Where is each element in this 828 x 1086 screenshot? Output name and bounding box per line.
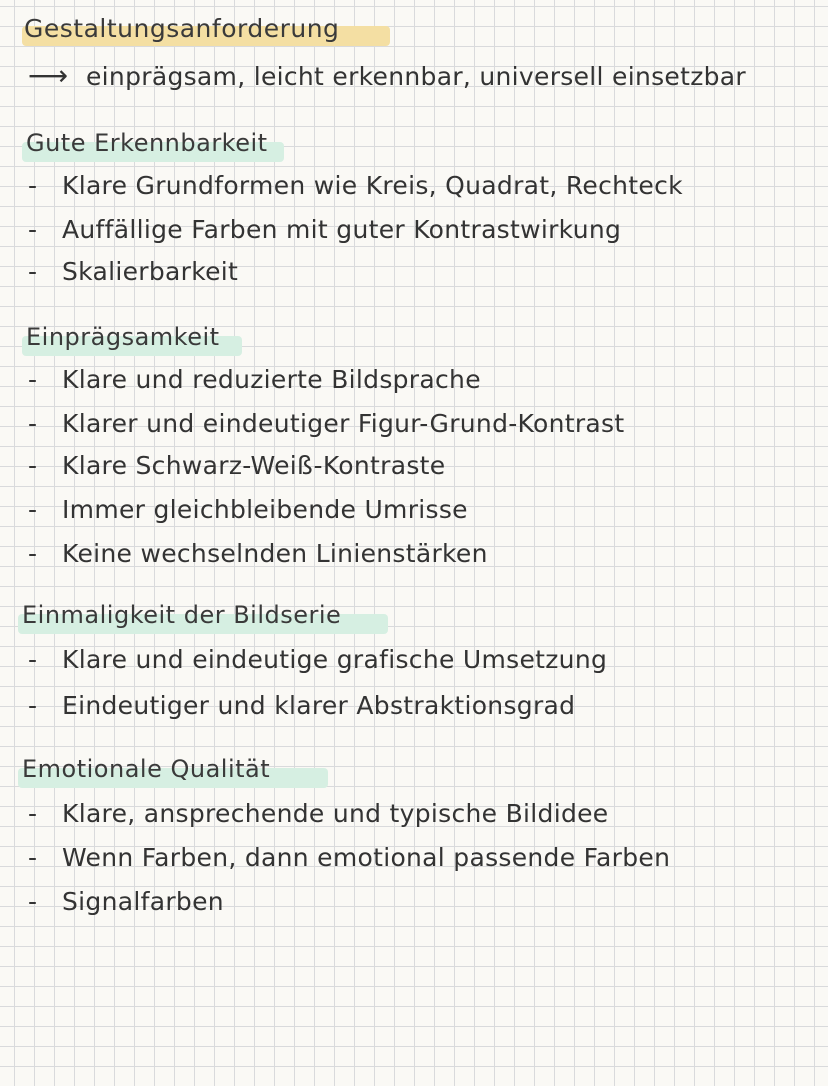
section-heading: Emotionale Qualität (22, 755, 271, 783)
list-item-text: Skalierbarkeit (62, 257, 239, 286)
list-item-text: Eindeutiger und klarer Abstraktionsgrad (62, 691, 576, 720)
list-item (28, 690, 575, 722)
list-item-text: Immer gleichbleibende Umrisse (62, 495, 468, 524)
bullet-dash: - (28, 843, 38, 872)
list-item-text: Wenn Farben, dann emotional passende Farben (62, 843, 671, 872)
bullet-dash: - (28, 215, 38, 244)
bullet-dash: - (28, 495, 38, 524)
list-item-text: Klarer und eindeutiger Figur-Grund-Kontrast (62, 409, 625, 438)
list-item (28, 450, 445, 482)
list-item (28, 170, 683, 202)
list-item (28, 644, 607, 676)
list-item-text: Klare Schwarz-Weiß-Kontraste (62, 451, 446, 480)
bullet-dash: - (28, 365, 38, 394)
list-item (28, 364, 481, 396)
list-item (28, 886, 224, 918)
bullet-dash: - (28, 691, 38, 720)
bullet-dash: - (28, 645, 38, 674)
bullet-dash: - (28, 451, 38, 480)
subtitle-line (28, 60, 746, 93)
list-item-text: Signalfarben (62, 887, 224, 916)
bullet-dash: - (28, 409, 38, 438)
bullet-dash: - (28, 539, 38, 568)
bullet-dash: - (28, 257, 38, 286)
bullet-dash: - (28, 887, 38, 916)
list-item (28, 494, 468, 526)
bullet-dash: - (28, 171, 38, 200)
section-heading: Gute Erkennbarkeit (26, 129, 268, 157)
list-item-text: Klare Grundformen wie Kreis, Quadrat, Rechteck (62, 171, 683, 200)
list-item (28, 798, 609, 830)
bullet-dash: - (28, 799, 38, 828)
arrow-icon: ⟶ (28, 59, 66, 92)
list-item (28, 214, 621, 246)
list-item (28, 842, 670, 874)
list-item-text: Auffällige Farben mit guter Kontrastwirkung (62, 215, 622, 244)
list-item (28, 256, 238, 288)
list-item (28, 538, 488, 570)
subtitle-text: einprägsam, leicht erkennbar, universell einsetzbar (86, 62, 746, 91)
page-title: Gestaltungsanforderung (24, 14, 340, 43)
list-item-text: Klare und reduzierte Bildsprache (62, 365, 481, 394)
section-heading: Einprägsamkeit (26, 323, 220, 351)
list-item-text: Klare, ansprechende und typische Bildidee (62, 799, 609, 828)
list-item-text: Klare und eindeutige grafische Umsetzung (62, 645, 608, 674)
list-item (28, 408, 624, 440)
list-item-text: Keine wechselnden Linienstärken (62, 539, 488, 568)
section-heading: Einmaligkeit der Bildserie (22, 601, 342, 629)
